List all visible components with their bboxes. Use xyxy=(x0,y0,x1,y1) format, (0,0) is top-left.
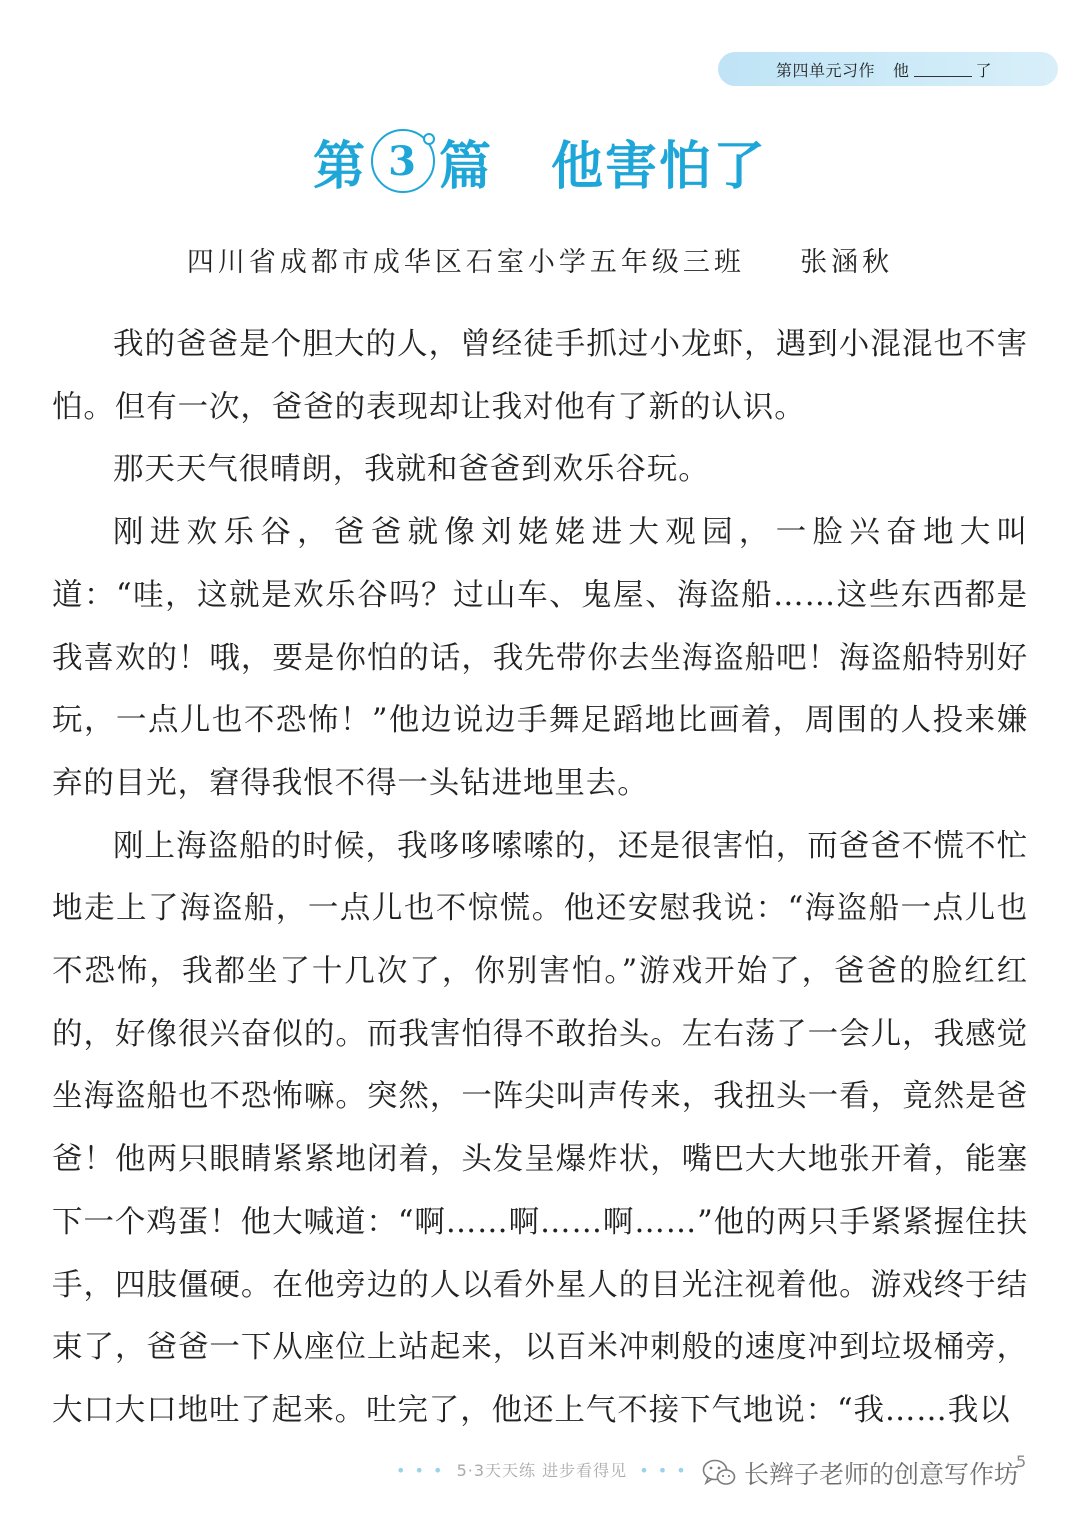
title-suffix: 篇 xyxy=(438,136,493,197)
section-header-topic-end: 了 xyxy=(975,60,993,80)
section-header-tag xyxy=(718,52,1058,86)
footer-slogan xyxy=(390,1458,694,1481)
watermark-text: 长辫子老师的创意写作坊 xyxy=(744,1460,1020,1489)
footer-dots-left: • • • xyxy=(396,1461,445,1480)
title-prefix: 第 xyxy=(312,136,367,197)
footer-dots-right: • • • xyxy=(639,1461,688,1480)
footer-slogan-text: 5·3天天练 进步看得见 xyxy=(456,1461,628,1480)
topic-blank-line xyxy=(914,62,972,77)
section-header-prefix: 第四单元习作 xyxy=(776,60,876,80)
article-title xyxy=(0,126,1080,196)
section-header-topic-start: 他 xyxy=(893,60,910,80)
page-number: 5 xyxy=(1016,1452,1027,1471)
paragraph: 刚上海盗船的时候，我哆哆嗦嗦的，还是很害怕，而爸爸不慌不忙地走上了海盗船，一点儿也不惊慌。他还安慰我说：“海盗船一点儿也不恐怖，我都坐了十几次了，你别害怕。”游戏开始了，爸爸的脸红红的，好像很兴奋似的。而我害怕得不敢抬头。左右荡了一会儿，我感觉坐海盗船也不恐怖嘛。突然，一阵尖叫声传来，我扭头一看，竟然是爸爸！他两只眼睛紧紧地闭着，头发呈爆炸状，嘴巴大大地张开着，能塞下一个鸡蛋！他大喊道：“啊……啊……啊……”他的两只手紧紧握住扶手，四肢僵硬。在他旁边的人以看外星人的目光注视着他。游戏终于结束了，爸爸一下从座位上站起来，以百米冲刺般的速度冲到垃圾桶旁，大口大口地吐了起来。吐完了，他还上气不接下气地说：“我……我以 xyxy=(52,828,1028,1428)
article-body xyxy=(52,314,1028,1443)
byline xyxy=(0,240,1080,279)
article-number-badge xyxy=(371,129,435,193)
paragraph: 刚进欢乐谷，爸爸就像刘姥姥进大观园，一脸兴奋地大叫道：“哇，这就是欢乐谷吗？过山车、鬼屋、海盗船……这些东西都是我喜欢的！哦，要是你怕的话，我先带你去坐海盗船吧！海盗船特别好玩，一点儿也不恐怖！”他边说边手舞足蹈地比画着，周围的人投来嫌弃的目光，窘得我恨不得一头钻进地里去。 xyxy=(52,515,1028,801)
watermark xyxy=(702,1458,1019,1488)
article-number: 3 xyxy=(388,137,418,185)
article-heading: 他害怕了 xyxy=(551,136,768,197)
byline-school: 四川省成都市成华区石室小学五年级三班 xyxy=(186,247,745,278)
paragraph: 那天天气很晴朗，我就和爸爸到欢乐谷玩。 xyxy=(113,452,710,488)
wechat-icon xyxy=(702,1458,736,1488)
byline-author: 张涵秋 xyxy=(800,247,894,278)
paragraph: 我的爸爸是个胆大的人，曾经徒手抓过小龙虾，遇到小混混也不害怕。但有一次，爸爸的表现却让我对他有了新的认识。 xyxy=(52,327,1028,425)
